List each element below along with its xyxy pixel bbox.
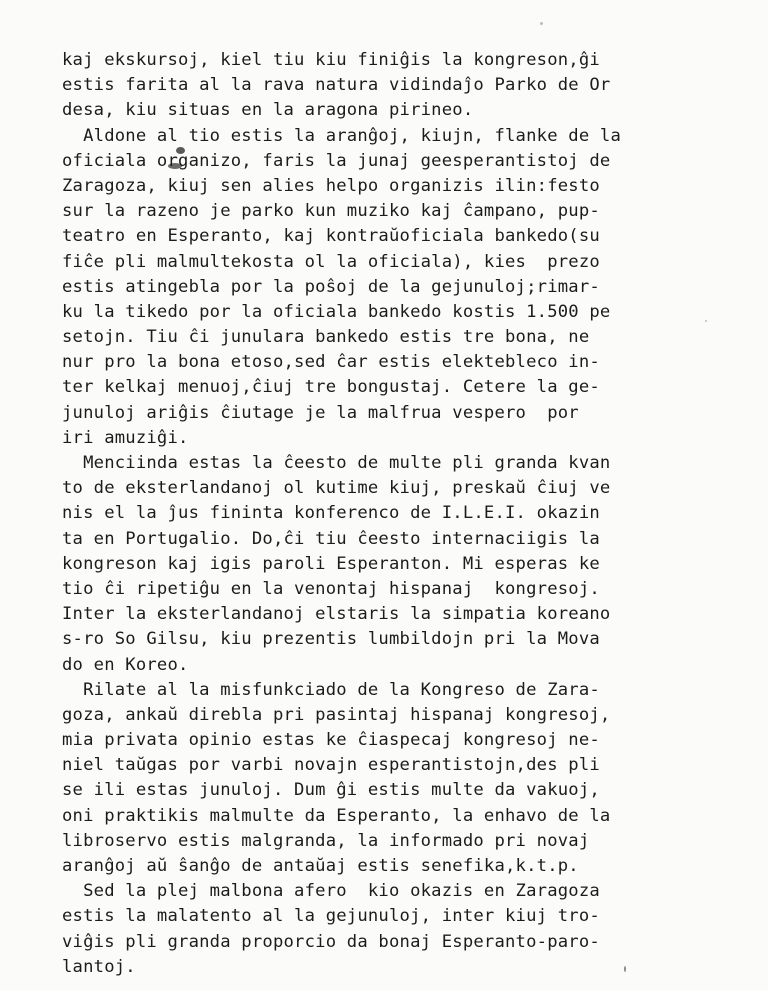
text-line: iri amuziĝi. (62, 427, 189, 448)
text-line: Zaragoza, kiuj sen alies helpo organizis ilin:festo (62, 175, 600, 196)
text-line: estis atingebla por la poŝoj de la gejunuloj;rimar- (62, 276, 600, 297)
text-line: to de eksterlandanoj ol kutime kiuj, preskaŭ ĉiuj ve (62, 478, 611, 499)
text-line: nis el la ĵus fininta konferenco de I.L.E.I. okazin (62, 503, 600, 524)
text-line: setojn. Tiu ĉi junulara bankedo estis tre bona, ne (62, 327, 590, 348)
text-line: Inter la eksterlandanoj elstaris la simpatia koreano (62, 604, 611, 625)
text-line: goza, ankaŭ direbla pri pasintaj hispanaj kongresoj, (62, 704, 611, 725)
text-line: oni praktikis malmulte da Esperanto, la enhavo de la (62, 805, 611, 826)
text-line: fiĉe pli malmultekosta ol la oficiala), kies prezo (62, 251, 600, 272)
text-line: niel taŭgas por varbi novajn esperantistojn,des pli (62, 755, 600, 776)
text-line: sur la razeno je parko kun muziko kaj ĉampano, pup- (62, 201, 600, 222)
text-line: Sed la plej malbona afero kio okazis en Zaragoza (62, 881, 600, 902)
text-line: kaj ekskursoj, kiel tiu kiu finiĝis la kongreson,ĝi (62, 50, 600, 70)
text-line: Menciinda estas la ĉeesto de multe pli granda kvan (62, 453, 611, 473)
text-line: ta en Portugalio. Do,ĉi tiu ĉeesto internaciigis la (62, 528, 600, 549)
text-line: viĝis pli granda proporcio da bonaj Esperanto-paro- (62, 931, 600, 952)
text-line: do en Koreo. (62, 654, 189, 675)
text-line: oficiala organizo, faris la junaj geesperantistoj de (62, 150, 611, 171)
text-line: se ili estas junuloj. Dum ĝi estis multe da vakuoj, (62, 780, 600, 801)
text-line: estis la malatento al la gejunuloj, inter kiuj tro- (62, 906, 600, 927)
text-line: libroservo estis malgranda, la informado pri novaj (62, 830, 590, 851)
text-line: Rilate al la misfunkciado de la Kongreso de Zara- (62, 679, 600, 700)
text-line: lantoj. (62, 956, 136, 977)
text-line: desa, kiu situas en la aragona pirineo. (62, 100, 474, 121)
text-line: mia privata opinio estas ke ĉiaspecaj kongresoj ne- (62, 730, 600, 751)
document-body (62, 48, 742, 980)
text-line: Aldone al tio estis la aranĝoj, kiujn, flanke de la (62, 125, 622, 146)
text-line: s-ro So Gilsu, kiu prezentis lumbildojn pri la Mova (62, 629, 600, 650)
text-line: kongreson kaj igis paroli Esperanton. Mi esperas ke (62, 553, 600, 574)
text-line: aranĝoj aŭ ŝanĝo de antaŭaj estis senefika,k.t.p. (62, 856, 579, 876)
text-line: tio ĉi ripetiĝu en la venontaj hispanaj kongresoj. (62, 578, 600, 599)
text-line: ter kelkaj menuoj,ĉiuj tre bongustaj. Cetere la ge- (62, 377, 600, 398)
text-line: teatro en Esperanto, kaj kontraŭoficiala bankedo(su (62, 226, 600, 247)
text-line: nur pro la bona etoso,sed ĉar estis elektebleco in- (62, 352, 600, 373)
text-line: junuloj ariĝis ĉiutage je la malfrua vespero por (62, 402, 579, 423)
paper-speck (540, 22, 543, 25)
text-line: ku la tikedo por la oficiala bankedo kostis 1.500 pe (62, 301, 611, 322)
text-line: estis farita al la rava natura vidindaĵo Parko de Or (62, 75, 611, 96)
